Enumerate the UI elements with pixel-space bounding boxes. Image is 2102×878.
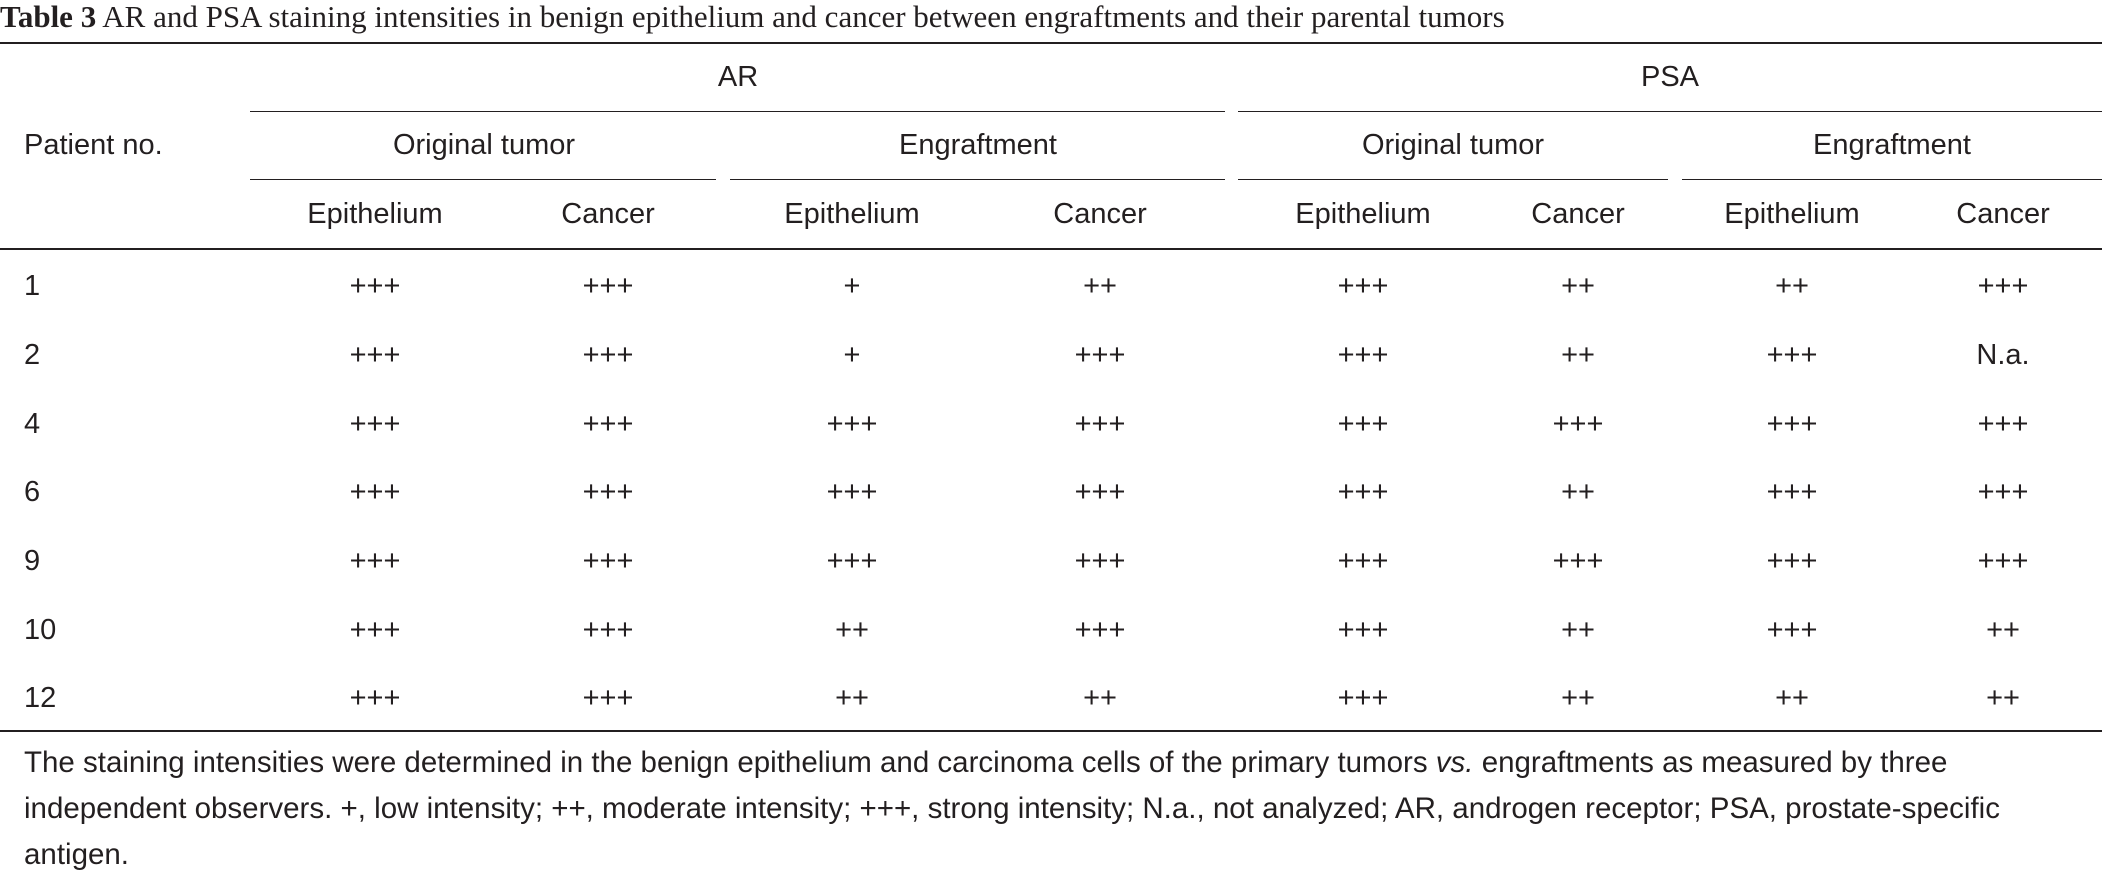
intensity-cell: ++ bbox=[1775, 270, 1809, 302]
patient-number-cell: 12 bbox=[24, 682, 57, 714]
group-header-psa: PSA bbox=[1640, 61, 1700, 93]
intensity-cell: +++ bbox=[582, 270, 634, 302]
intensity-cell: +++ bbox=[582, 476, 634, 508]
intensity-cell: +++ bbox=[1977, 270, 2029, 302]
intensity-cell: +++ bbox=[1766, 545, 1818, 577]
intensity-cell: ++ bbox=[1083, 682, 1117, 714]
intensity-cell: + bbox=[843, 270, 861, 302]
patient-number-cell: 1 bbox=[24, 270, 41, 302]
column-header-cancer: Cancer bbox=[1956, 198, 2050, 230]
intensity-cell: +++ bbox=[349, 339, 401, 371]
intensity-cell: +++ bbox=[349, 682, 401, 714]
column-header-cancer: Cancer bbox=[1053, 198, 1147, 230]
patient-number-cell: 10 bbox=[24, 614, 57, 646]
intensity-cell: +++ bbox=[1337, 408, 1389, 440]
intensity-cell: +++ bbox=[349, 270, 401, 302]
footnote-text-2: engraftments as measured by three independent observers. +, low intensity; ++, moderate intensity; +++, strong intensity; N.a., not analyzed; AR, androgen receptor; PSA, prostate-specific antigen. bbox=[24, 746, 2000, 871]
subgroup-header-ar-engraftment: Engraftment bbox=[899, 129, 1057, 161]
ar-group-rule bbox=[250, 111, 1225, 112]
top-rule bbox=[0, 42, 2102, 44]
intensity-cell: +++ bbox=[582, 614, 634, 646]
intensity-cell: +++ bbox=[1074, 476, 1126, 508]
column-header-epithelium: Epithelium bbox=[1724, 198, 1860, 230]
intensity-cell: +++ bbox=[349, 408, 401, 440]
intensity-cell: +++ bbox=[826, 476, 878, 508]
intensity-cell: +++ bbox=[1766, 614, 1818, 646]
column-header-cancer: Cancer bbox=[1531, 198, 1625, 230]
table-footnote bbox=[24, 740, 2084, 878]
psa-original-rule bbox=[1238, 179, 1668, 180]
intensity-cell: ++ bbox=[835, 682, 869, 714]
intensity-cell: +++ bbox=[1337, 339, 1389, 371]
intensity-cell: ++ bbox=[1775, 682, 1809, 714]
intensity-cell: ++ bbox=[1986, 614, 2020, 646]
intensity-cell: +++ bbox=[826, 408, 878, 440]
psa-engraftment-rule bbox=[1682, 179, 2102, 180]
intensity-cell: ++ bbox=[1986, 682, 2020, 714]
intensity-cell: ++ bbox=[1561, 614, 1595, 646]
intensity-cell: +++ bbox=[1977, 408, 2029, 440]
table-caption bbox=[0, 0, 2102, 36]
intensity-cell: +++ bbox=[349, 614, 401, 646]
footnote-text-1: The staining intensities were determined in the benign epithelium and carcinoma cells of the primary tumors bbox=[24, 746, 1436, 779]
intensity-cell: +++ bbox=[826, 545, 878, 577]
group-header-ar: AR bbox=[717, 61, 759, 93]
intensity-cell: +++ bbox=[1074, 339, 1126, 371]
intensity-cell: +++ bbox=[1766, 408, 1818, 440]
psa-group-rule bbox=[1238, 111, 2102, 112]
ar-engraftment-rule bbox=[730, 179, 1225, 180]
intensity-cell: +++ bbox=[1337, 682, 1389, 714]
intensity-cell: +++ bbox=[582, 408, 634, 440]
subgroup-header-psa-original: Original tumor bbox=[1361, 129, 1545, 161]
intensity-cell: +++ bbox=[1337, 545, 1389, 577]
intensity-cell: +++ bbox=[349, 545, 401, 577]
intensity-cell: ++ bbox=[1561, 339, 1595, 371]
intensity-cell: ++ bbox=[1561, 682, 1595, 714]
column-header-epithelium: Epithelium bbox=[784, 198, 920, 230]
intensity-cell: +++ bbox=[582, 339, 634, 371]
intensity-cell: +++ bbox=[1337, 270, 1389, 302]
intensity-cell: + bbox=[843, 339, 861, 371]
patient-column-header: Patient no. bbox=[24, 129, 163, 161]
header-bottom-rule bbox=[0, 248, 2102, 250]
patient-number-cell: 6 bbox=[24, 476, 41, 508]
column-header-epithelium: Epithelium bbox=[1295, 198, 1431, 230]
patient-number-cell: 4 bbox=[24, 408, 41, 440]
intensity-cell: +++ bbox=[1074, 614, 1126, 646]
subgroup-header-psa-engraftment: Engraftment bbox=[1813, 129, 1971, 161]
patient-number-cell: 2 bbox=[24, 339, 41, 371]
intensity-cell: +++ bbox=[349, 476, 401, 508]
column-header-epithelium: Epithelium bbox=[307, 198, 443, 230]
intensity-cell: N.a. bbox=[1976, 339, 2030, 371]
intensity-cell: ++ bbox=[1083, 270, 1117, 302]
intensity-cell: +++ bbox=[582, 545, 634, 577]
intensity-cell: +++ bbox=[1977, 476, 2029, 508]
column-header-cancer: Cancer bbox=[561, 198, 655, 230]
intensity-cell: +++ bbox=[1977, 545, 2029, 577]
intensity-cell: +++ bbox=[1766, 476, 1818, 508]
intensity-cell: +++ bbox=[1552, 408, 1604, 440]
intensity-cell: +++ bbox=[582, 682, 634, 714]
intensity-cell: +++ bbox=[1552, 545, 1604, 577]
intensity-cell: +++ bbox=[1766, 339, 1818, 371]
intensity-cell: ++ bbox=[1561, 476, 1595, 508]
table-title: AR and PSA staining intensities in benign epithelium and cancer between engraftments and their parental tumors bbox=[102, 0, 1505, 34]
intensity-cell: ++ bbox=[835, 614, 869, 646]
intensity-cell: +++ bbox=[1074, 408, 1126, 440]
table-label: Table 3 bbox=[0, 0, 97, 34]
intensity-cell: +++ bbox=[1337, 614, 1389, 646]
bottom-rule bbox=[0, 730, 2102, 732]
ar-original-rule bbox=[250, 179, 716, 180]
intensity-cell: +++ bbox=[1337, 476, 1389, 508]
footnote-italic: vs. bbox=[1435, 746, 1474, 779]
subgroup-header-ar-original: Original tumor bbox=[392, 129, 576, 161]
patient-number-cell: 9 bbox=[24, 545, 41, 577]
intensity-cell: ++ bbox=[1561, 270, 1595, 302]
intensity-cell: +++ bbox=[1074, 545, 1126, 577]
